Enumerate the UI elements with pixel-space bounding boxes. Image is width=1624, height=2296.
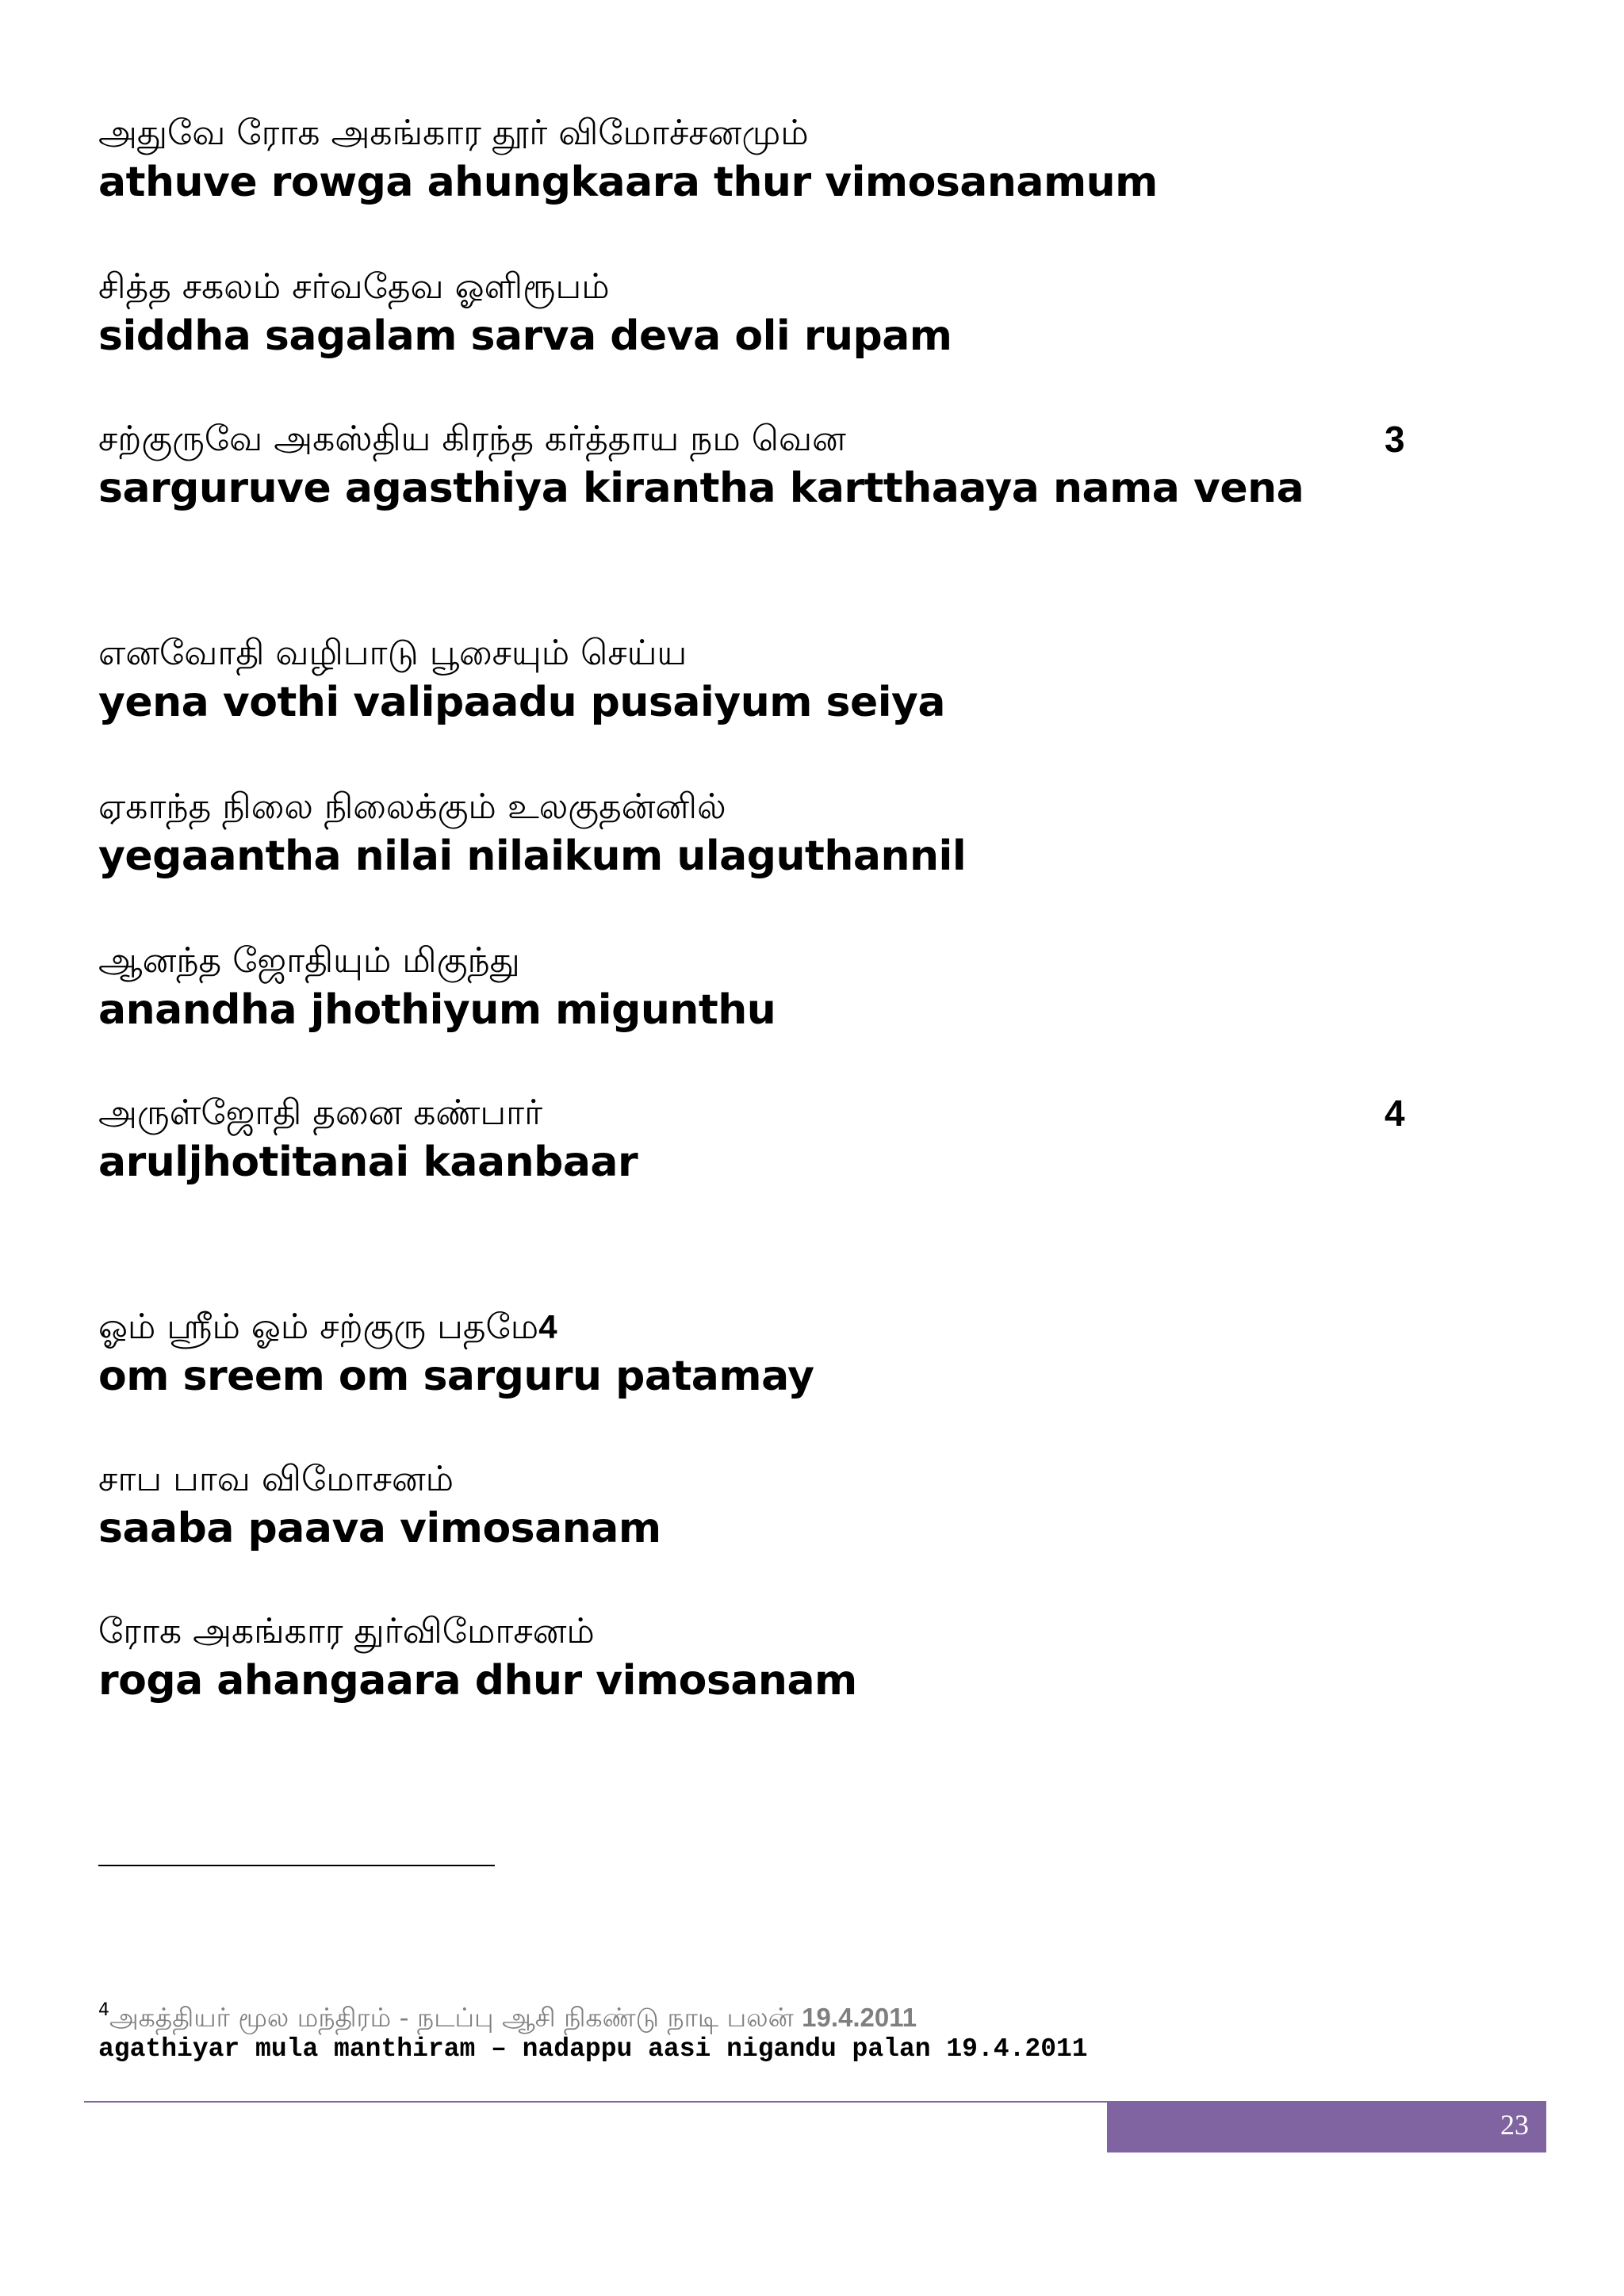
stanza-3	[98, 417, 1405, 515]
stanza-7	[98, 1091, 1405, 1189]
stanza-6	[98, 939, 1399, 1037]
stanza-9	[98, 1457, 1399, 1556]
footnote-marker: 4	[98, 2000, 109, 2020]
footnote	[98, 1995, 1446, 2065]
tamil-line: அதுவே ரோக அகங்கார தூர் விமோச்சனமும்	[98, 113, 809, 153]
transliteration-line: roga ahangaara dhur vimosanam	[98, 1657, 857, 1705]
stanza-2	[98, 265, 1399, 363]
footnote-date: 19.4.2011	[802, 2003, 917, 2032]
stanza-8	[98, 1305, 1399, 1403]
tamil-line: ஏகாந்த நிலை நிலைக்கும் உலகுதன்னில்	[98, 786, 726, 827]
tamil-line: சற்குருவே அகஸ்திய கிரந்த கர்த்தாய நம வென	[98, 419, 846, 459]
tamil-line-row	[98, 1091, 1405, 1135]
transliteration-line: anandha jhothiyum migunthu	[98, 986, 776, 1034]
page-number-box	[1107, 2102, 1546, 2152]
tamil-line: ஆனந்த ஜோதியும் மிகுந்து	[98, 940, 520, 981]
verse-number: 3	[1385, 419, 1405, 460]
stanza-5	[98, 785, 1399, 883]
tamil-line: அருள்ஜோதி தனை கண்பார்	[98, 1093, 543, 1133]
stanza-1	[98, 111, 1399, 209]
footnote-reference[interactable]: 4	[538, 1308, 557, 1345]
transliteration-line: om sreem om sarguru patamay	[98, 1353, 814, 1400]
transliteration-line: sarguruve agasthiya kirantha kartthaaya nama vena	[98, 465, 1304, 512]
footnote-transliteration: agathiyar mula manthiram – nadappu aasi nigandu palan 19.4.2011	[98, 2034, 1088, 2064]
tamil-line: சித்த சகலம் சர்வதேவ ஓளிரூபம்	[98, 266, 610, 307]
transliteration-line: athuve rowga ahungkaara thur vimosanamum	[98, 159, 1158, 206]
footnote-separator	[98, 1865, 495, 1866]
transliteration-line: aruljhotitanai kaanbaar	[98, 1138, 638, 1186]
tamil-line: ரோக அகங்கார துர்விமோசனம்	[98, 1611, 595, 1651]
page-number: 23	[1500, 2109, 1529, 2141]
transliteration-line: yegaantha nilai nilaikum ulaguthannil	[98, 832, 967, 880]
tamil-line-row	[98, 417, 1405, 461]
tamil-line: ஓம் ஸ்ரீம் ஓம் சற்குரு பதமே	[98, 1307, 539, 1347]
tamil-line: எனவோதி வழிபாடு பூசையும் செய்ய	[98, 633, 688, 673]
footnote-tamil-text: அகத்தியர் மூல மந்திரம் - நடப்பு ஆசி நிகண்டு நாடி பலன்	[109, 2002, 802, 2033]
stanza-4	[98, 631, 1399, 729]
tamil-line: சாப பாவ விமோசனம்	[98, 1459, 454, 1499]
footnote-tamil	[98, 1995, 1446, 2034]
transliteration-line: saaba paava vimosanam	[98, 1505, 661, 1552]
stanza-10	[98, 1609, 1399, 1708]
tamil-line-row	[98, 1305, 1399, 1349]
transliteration-line: siddha sagalam sarva deva oli rupam	[98, 312, 952, 360]
verse-number: 4	[1385, 1093, 1405, 1134]
transliteration-line: yena vothi valipaadu pusaiyum seiya	[98, 679, 946, 726]
